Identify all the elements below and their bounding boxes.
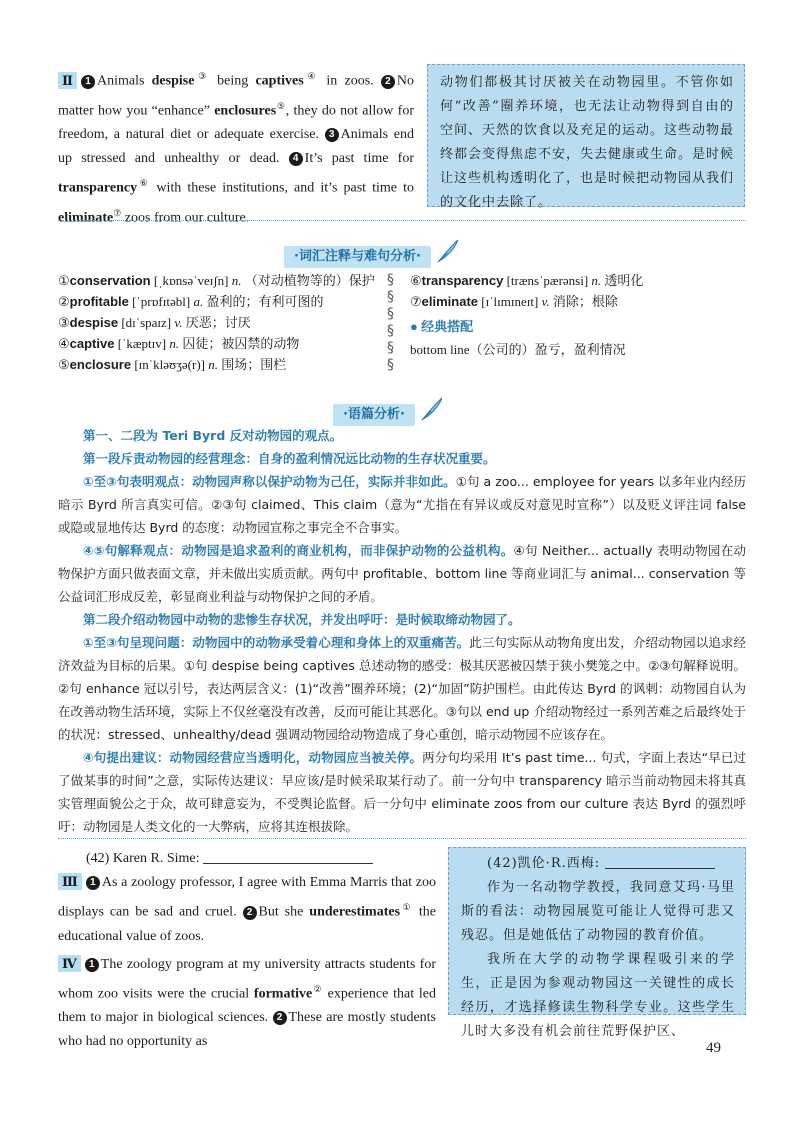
cn-paragraph-2: 我所在大学的动物学课程吸引来的学生，正是因为参观动物园这一关键性的成长经历，才选择修读生物科学专业。这些学生儿时大多没有机会前往荒野保护区、: [461, 952, 735, 1039]
roman-numeral-2: Ⅱ: [58, 72, 77, 89]
feather-pen-icon: [419, 396, 445, 422]
collocation-heading: ● 经典搭配: [410, 319, 474, 334]
sentence-marker-1: 1: [81, 75, 95, 89]
vocab-entry: ②profitable [ˈprɒfɪtəbl] a. 盈利的；有利可图的: [58, 294, 324, 309]
vocab-section-title: ·词汇注释与难句分析·: [284, 246, 431, 268]
divider: [58, 838, 746, 839]
spiral-divider: § § § § § §: [387, 272, 394, 373]
chinese-translation-box: [427, 64, 745, 210]
bullet-icon: ●: [410, 319, 418, 334]
page-number: 49: [706, 1040, 721, 1056]
analysis-section-header: [333, 396, 445, 426]
analysis-paragraph: ①至③句表明观点：动物园声称以保护动物为己任，实际并非如此。①句 a zoo... employee for years 以多年业内经历暗示 Byrd 所言真实可信。②③句 claimed、This claim（意为“尤指在有异议或反对意见时宣称”）以及贬义评注词 false 或隐或显地传达 Byrd 的态度：动物园宣称之事完全不合事实。: [58, 474, 746, 535]
divider: [58, 220, 746, 221]
chinese-translation-box-2: [448, 847, 746, 1039]
vocab-list-right: [410, 270, 746, 360]
vocab-captives: captives: [255, 73, 304, 89]
analysis-body: [58, 424, 746, 838]
cn-letter-label: (42)凯伦·R.西梅:: [461, 852, 735, 876]
vocab-entry: ⑦eliminate [ɪˈlɪmɪneɪt] v. 消除；根除: [410, 294, 618, 309]
vocab-entry: ⑤enclosure [ɪnˈkləʊʒə(r)] n. 围场；围栏: [58, 357, 287, 372]
analysis-paragraph: ④⑤句解释观点：动物园是追求盈利的商业机构，而非保护动物的公益机构。④句 Neither... actually 表明动物园在动物保护方面只做表面文章，并未做出实质贡献。两句中 profitable、bottom line 等商业词汇与 animal... conservation 等公益词汇形成反差，彰显商业利益与动物保护之间的矛盾。: [58, 543, 746, 604]
vocab-entry: ①conservation [ˌkɒnsəˈveɪʃn] n. （对动植物等的）保护: [58, 273, 375, 288]
english-paragraph-4: Ⅳ 1 The zoology program at my university attracts students for whom zoo visits were the crucial formative② experience that led them to major in biological sciences. 2 These are mostly students who had no opportunity as: [58, 955, 436, 1050]
sentence-marker-2: 2: [381, 75, 395, 89]
vocab-entry: ④captive [ˈkæptɪv] n. 囚徒；被囚禁的动物: [58, 336, 300, 351]
answer-blank[interactable]: [203, 849, 373, 864]
sentence-marker-3: 3: [325, 128, 339, 142]
cn-paragraph-1: 作为一名动物学教授，我同意艾玛·马里斯的看法：动物园展览可能让人觉得可悲又残忍。但是她低估了动物园的教育价值。: [461, 880, 735, 943]
letter-42-english: [58, 847, 436, 1054]
analysis-heading-1: 第一、二段为 Teri Byrd 反对动物园的观点。: [83, 428, 343, 443]
analysis-paragraph: ④句提出建议：动物园经营应当透明化，动物园应当被关停。两分句均采用 It’s past time... 句式，字面上表达“早已过了做某事的时间”之意，实际传达建议：早应该/是时候采取某行动了。前一分句中 transparency 暗示当前动物园未将其真实管理面貌公之于众，故可肆意妄为，不受舆论监督。后一分句中 eliminate zoos from our culture 表达 Byrd 的强烈呼吁：动物园是人类文化的一大弊病，应将其连根拔除。: [58, 750, 746, 834]
vocab-despise: despise: [151, 73, 195, 89]
letter-42-label: (42) Karen R. Sime:: [58, 847, 436, 871]
sentence-marker-4: 4: [289, 152, 303, 166]
english-paragraph-2: Ⅱ 1 Animals despise③ being captives④ in zoos. 2 No matter how you “enhance” enclosures⑤, they do not allow for freedom, a natural diet or adequate exercise. 3 Animals end up stressed and unhealthy or dead. 4 It’s past time for transparency⑥ with these institutions, and it’s past time to eliminate⑦ zoos from our culture.: [58, 71, 414, 226]
analysis-paragraph: ①至③句呈现问题：动物园中的动物承受着心理和身体上的双重痛苦。此三句实际从动物角度出发，介绍动物园以追求经济效益为目标的后果。①句 despise being captives 总述动物的感受：极其厌恶被囚禁于狭小樊笼之中。②③句解释说明。②句 enhance 冠以引号，表达两层含义：(1)“改善”圈养环境；(2)“加固”防护围栏。由此传达 Byrd 的讽刺：动物园自认为在改善动物生活环境，实际上不仅丝毫没有改善，反而可能让其恶化。③句以 end up 介绍动物经过一系列苦难之后最终处于的状况：stressed、unhealthy/dead 强调动物园给动物造成了身心重创，暗示动物园不应该存在。: [58, 635, 746, 742]
vocab-enclosures: enclosures: [214, 103, 277, 119]
vocab-transparency: transparency: [58, 180, 138, 196]
vocab-formative: formative: [253, 986, 313, 1002]
vocab-eliminate: eliminate: [58, 210, 114, 226]
analysis-section-title: ·语篇分析·: [333, 404, 415, 426]
feather-pen-icon: [435, 238, 461, 264]
vocab-underestimates: underestimates: [309, 904, 401, 920]
collocation-text: bottom line（公司的）盈亏，盈利情况: [410, 342, 626, 357]
vocab-entry: ⑥transparency [trænsˈpærənsi] n. 透明化: [410, 273, 644, 288]
answer-blank-cn[interactable]: [605, 854, 715, 869]
analysis-heading-3: 第二段介绍动物园中动物的悲惨生存状况，并发出呼吁：是时候取缔动物园了。: [83, 612, 521, 627]
vocab-entry: ③despise [dɪˈspaɪz] v. 厌恶；讨厌: [58, 315, 251, 330]
analysis-heading-2: 第一段斥责动物园的经营理念：自身的盈利情况远比动物的生存状况重要。: [83, 451, 496, 466]
chinese-translation-text: 动物们都极其讨厌被关在动物园里。不管你如何“改善”圈养环境，也无法让动物得到自由的空间、天然的饮食以及充足的运动。这些动物最终都会变得焦虑不安，失去健康或生命。是时候让这些机构透明化了，也是时候把动物园从我们的文化中去除了。: [440, 75, 735, 210]
vocab-section-header: [284, 238, 461, 268]
english-paragraph-3: Ⅲ 1 As a zoology professor, I agree with Emma Marris that zoo displays can be sad and cruel. 2 But she underestimates① the educational value of zoos.: [58, 874, 437, 944]
vocab-list-left: [58, 270, 388, 375]
